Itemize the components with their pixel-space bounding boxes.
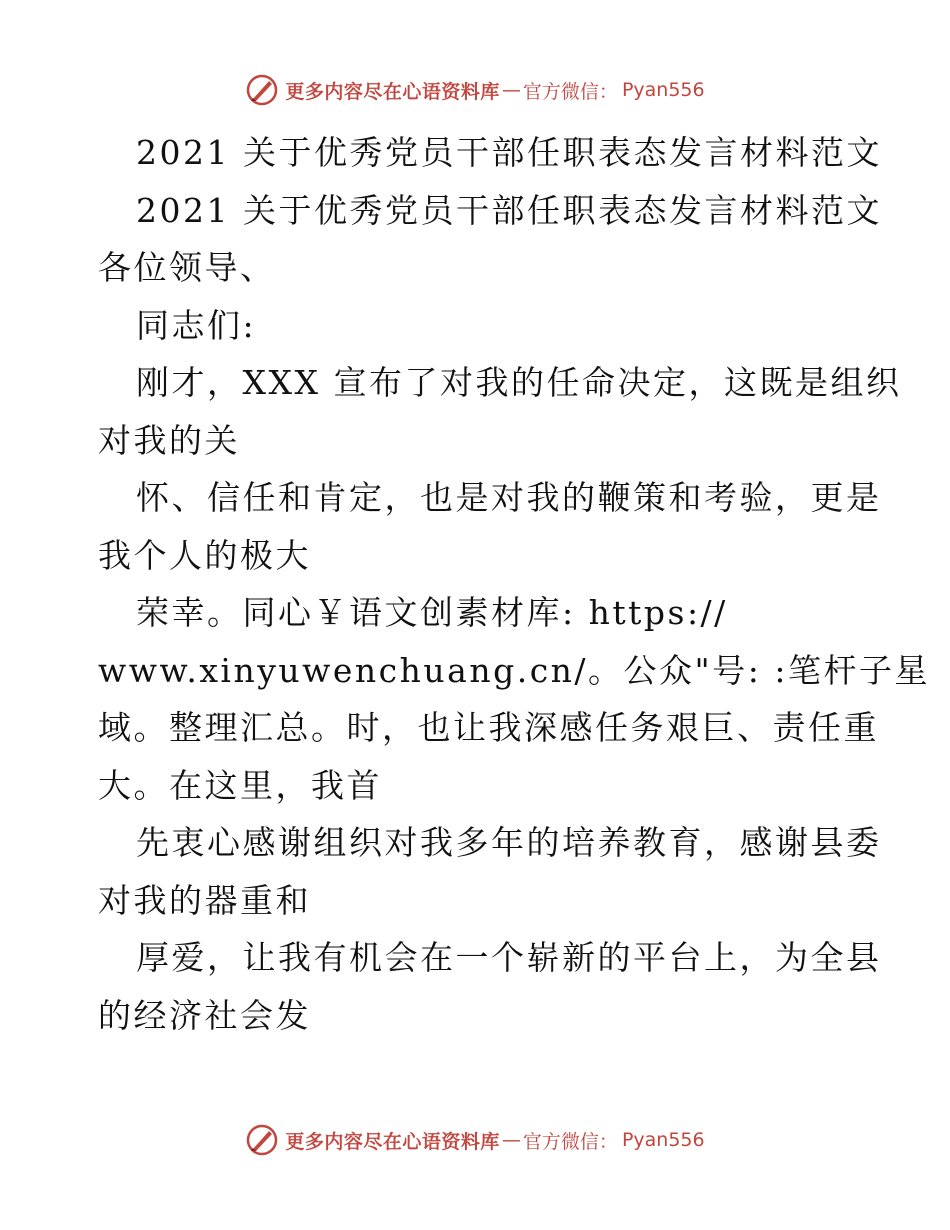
banner-wechat-id: Pyan556 <box>621 79 705 101</box>
document-title: 2021 关于优秀党员干部任职表态发言材料范文 <box>136 133 882 172</box>
text-line: 先衷心感谢组织对我多年的培养教育，感谢县委 <box>136 823 882 862</box>
text-line: 各位领导、 <box>98 248 276 287</box>
text-line: 域。整理汇总。时，也让我深感任务艰巨、责任重 <box>98 708 879 747</box>
text-line: 我个人的极大 <box>98 535 311 575</box>
text-line: 对我的器重和 <box>98 880 311 920</box>
banner-text: 更多内容尽在心语资料库 <box>285 1130 500 1153</box>
document-body <box>98 124 930 1044</box>
document-title-repeat: 2021 关于优秀党员干部任职表态发言材料范文 <box>136 190 882 230</box>
text-line: 的经济社会发 <box>98 995 311 1035</box>
text-line: www.xinyuwenchuang.cn/。公众"号: :笔杆子星 <box>98 650 930 690</box>
header-banner <box>0 70 950 110</box>
text-line: 大。在这里，我首 <box>98 765 382 805</box>
text-line: 荣幸。同心￥语文创素材库: https:// <box>136 593 728 632</box>
text-line: 怀、信任和肯定，也是对我的鞭策和考验，更是 <box>136 478 882 517</box>
quill-pen-logo-icon <box>245 73 279 107</box>
banner-separator: — <box>501 1129 521 1151</box>
text-line: 对我的关 <box>98 420 240 460</box>
banner-wechat-id: Pyan556 <box>621 1129 705 1151</box>
banner-label: 官方微信： <box>522 1130 618 1153</box>
banner-text: 更多内容尽在心语资料库 <box>285 80 500 103</box>
text-line: 刚才，XXX 宣布了对我的任命决定，这既是组织 <box>136 363 902 402</box>
quill-pen-logo-icon <box>245 1123 279 1157</box>
banner-separator: — <box>501 79 521 101</box>
text-line: 厚爱，让我有机会在一个崭新的平台上，为全县 <box>136 938 882 977</box>
text-line: 同志们: <box>136 305 257 345</box>
footer-banner <box>0 1120 950 1160</box>
banner-label: 官方微信： <box>522 80 618 103</box>
